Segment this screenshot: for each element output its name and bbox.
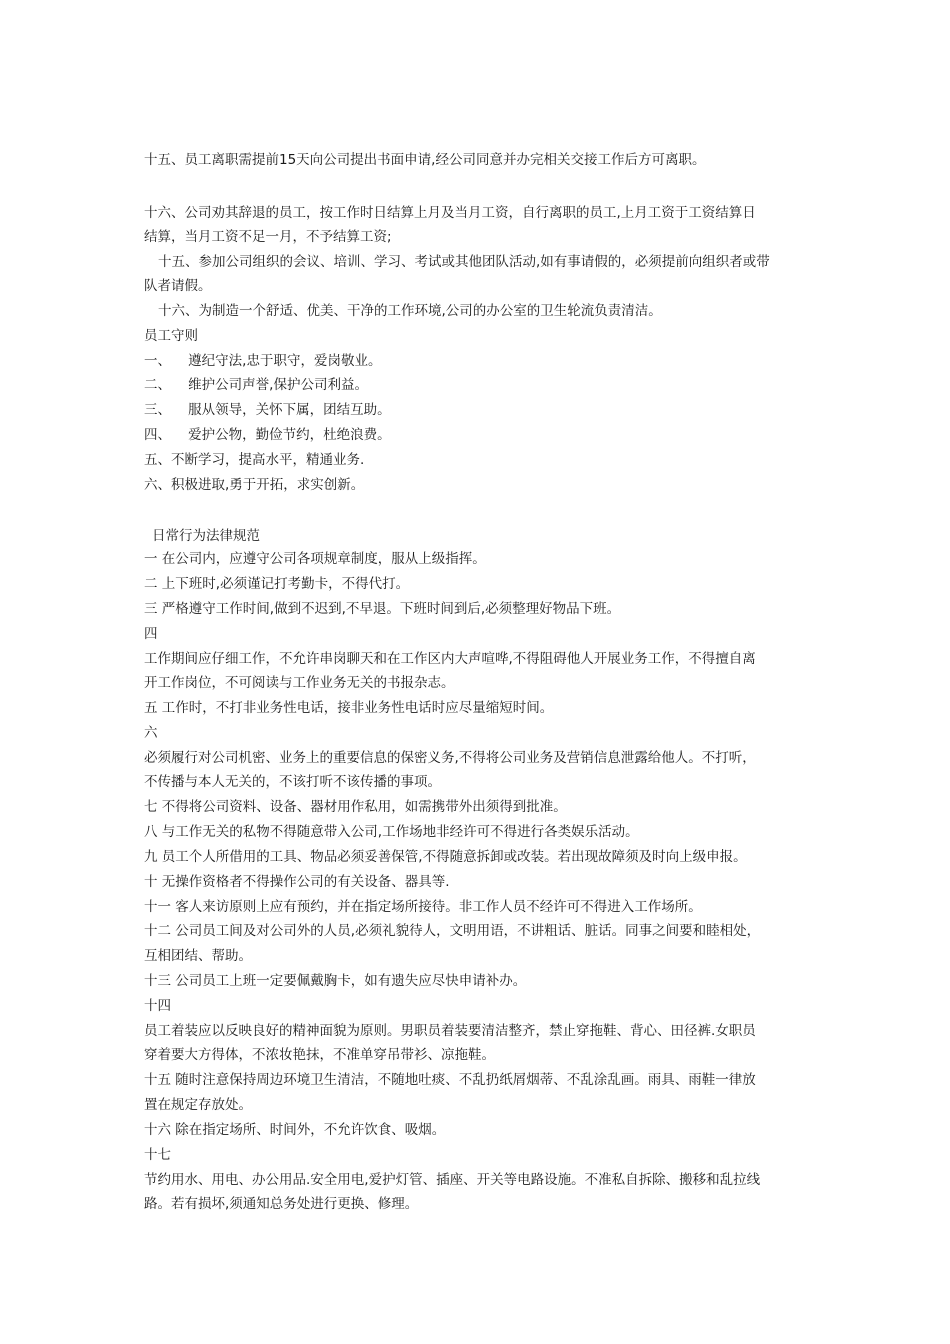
paragraph-line: 十四 <box>144 998 171 1014</box>
paragraph-line: 路。若有损坏,须通知总务处进行更换、修理。 <box>144 1196 419 1212</box>
paragraph-line: 十五、员工离职需提前15天向公司提出书面申请,经公司同意并办完相关交接工作后方可离职。 <box>144 152 706 168</box>
paragraph-line: 十五、参加公司组织的会议、培训、学习、考试或其他团队活动,如有事请假的，必须提前向组织者或带 <box>158 254 770 270</box>
paragraph-line: 十六、公司劝其辞退的员工，按工作时日结算上月及当月工资，自行离职的员工,上月工资于工资结算日 <box>144 205 756 221</box>
paragraph-line: 十六、为制造一个舒适、优美、干净的工作环境,公司的办公室的卫生轮流负责清洁。 <box>158 303 662 319</box>
paragraph-line: 十七 <box>144 1147 171 1163</box>
paragraph-line: 六 <box>144 725 158 741</box>
paragraph-line: 穿着要大方得体，不浓妆艳抹，不准单穿吊带衫、凉拖鞋。 <box>144 1047 495 1063</box>
paragraph-line: 互相团结、帮助。 <box>144 948 252 964</box>
paragraph-line: 一 在公司内，应遵守公司各项规章制度，服从上级指挥。 <box>144 551 486 567</box>
paragraph-line: 十 无操作资格者不得操作公司的有关设备、器具等. <box>144 874 450 890</box>
paragraph-line: 十一 客人来访原则上应有预约，并在指定场所接待。非工作人员不经许可不得进入工作场所。 <box>144 899 702 915</box>
paragraph-line: 七 不得将公司资料、设备、器材用作私用，如需携带外出须得到批准。 <box>144 799 567 815</box>
paragraph-line: 十五 随时注意保持周边环境卫生清洁，不随地吐痰、不乱扔纸屑烟蒂、不乱涂乱画。雨具、雨鞋一律放 <box>144 1072 756 1088</box>
paragraph-line: 十二 公司员工间及对公司外的人员,必须礼貌待人，文明用语，不讲粗话、脏话。同事之间要和睦相处， <box>144 923 761 939</box>
list-item: 六、积极进取,勇于开拓，求实创新。 <box>144 477 365 493</box>
list-item: 三、 服从领导，关怀下属，团结互助。 <box>144 402 391 418</box>
paragraph-line: 必须履行对公司机密、业务上的重要信息的保密义务,不得将公司业务及营销信息泄露给他人。不打听， <box>144 750 756 766</box>
list-item: 五、不断学习，提高水平，精通业务. <box>144 452 365 468</box>
paragraph-line: 开工作岗位，不可阅读与工作业务无关的书报杂志。 <box>144 675 455 691</box>
list-item: 一、 遵纪守法,忠于职守，爱岗敬业。 <box>144 353 382 369</box>
list-item: 二、 维护公司声誉,保护公司利益。 <box>144 377 368 393</box>
paragraph-line: 十六 除在指定场所、时间外，不允许饮食、吸烟。 <box>144 1122 446 1138</box>
section-heading: 员工守则 <box>144 328 198 344</box>
paragraph-line: 节约用水、用电、办公用品.安全用电,爱护灯管、插座、开关等电路设施。不准私自拆除、搬移和乱拉线 <box>144 1172 761 1188</box>
paragraph-line: 结算，当月工资不足一月，不予结算工资; <box>144 229 392 245</box>
paragraph-line: 九 员工个人所借用的工具、物品必须妥善保管,不得随意拆卸或改装。若出现故障须及时向上级申报。 <box>144 849 747 865</box>
paragraph-line: 二 上下班时,必须谨记打考勤卡，不得代打。 <box>144 576 410 592</box>
list-item: 四、 爱护公物，勤俭节约，杜绝浪费。 <box>144 427 391 443</box>
paragraph-line: 队者请假。 <box>144 278 212 294</box>
paragraph-line: 员工着装应以反映良好的精神面貌为原则。男职员着装要清洁整齐，禁止穿拖鞋、背心、田径裤.女职员 <box>144 1023 756 1039</box>
paragraph-line: 三 严格遵守工作时间,做到不迟到,不早退。下班时间到后,必须整理好物品下班。 <box>144 601 621 617</box>
paragraph-line: 八 与工作无关的私物不得随意带入公司,工作场地非经许可不得进行各类娱乐活动。 <box>144 824 639 840</box>
paragraph-line: 置在规定存放处。 <box>144 1097 252 1113</box>
section-heading: 日常行为法律规范 <box>152 528 260 544</box>
paragraph-line: 不传播与本人无关的，不该打听不该传播的事项。 <box>144 774 441 790</box>
paragraph-line: 四 <box>144 626 158 642</box>
paragraph-line: 十三 公司员工上班一定要佩戴胸卡，如有遗失应尽快申请补办。 <box>144 973 527 989</box>
paragraph-line: 五 工作时，不打非业务性电话，接非业务性电话时应尽量缩短时间。 <box>144 700 554 716</box>
paragraph-line: 工作期间应仔细工作，不允许串岗聊天和在工作区内大声喧哗,不得阻碍他人开展业务工作，不得擅自离 <box>144 651 756 667</box>
